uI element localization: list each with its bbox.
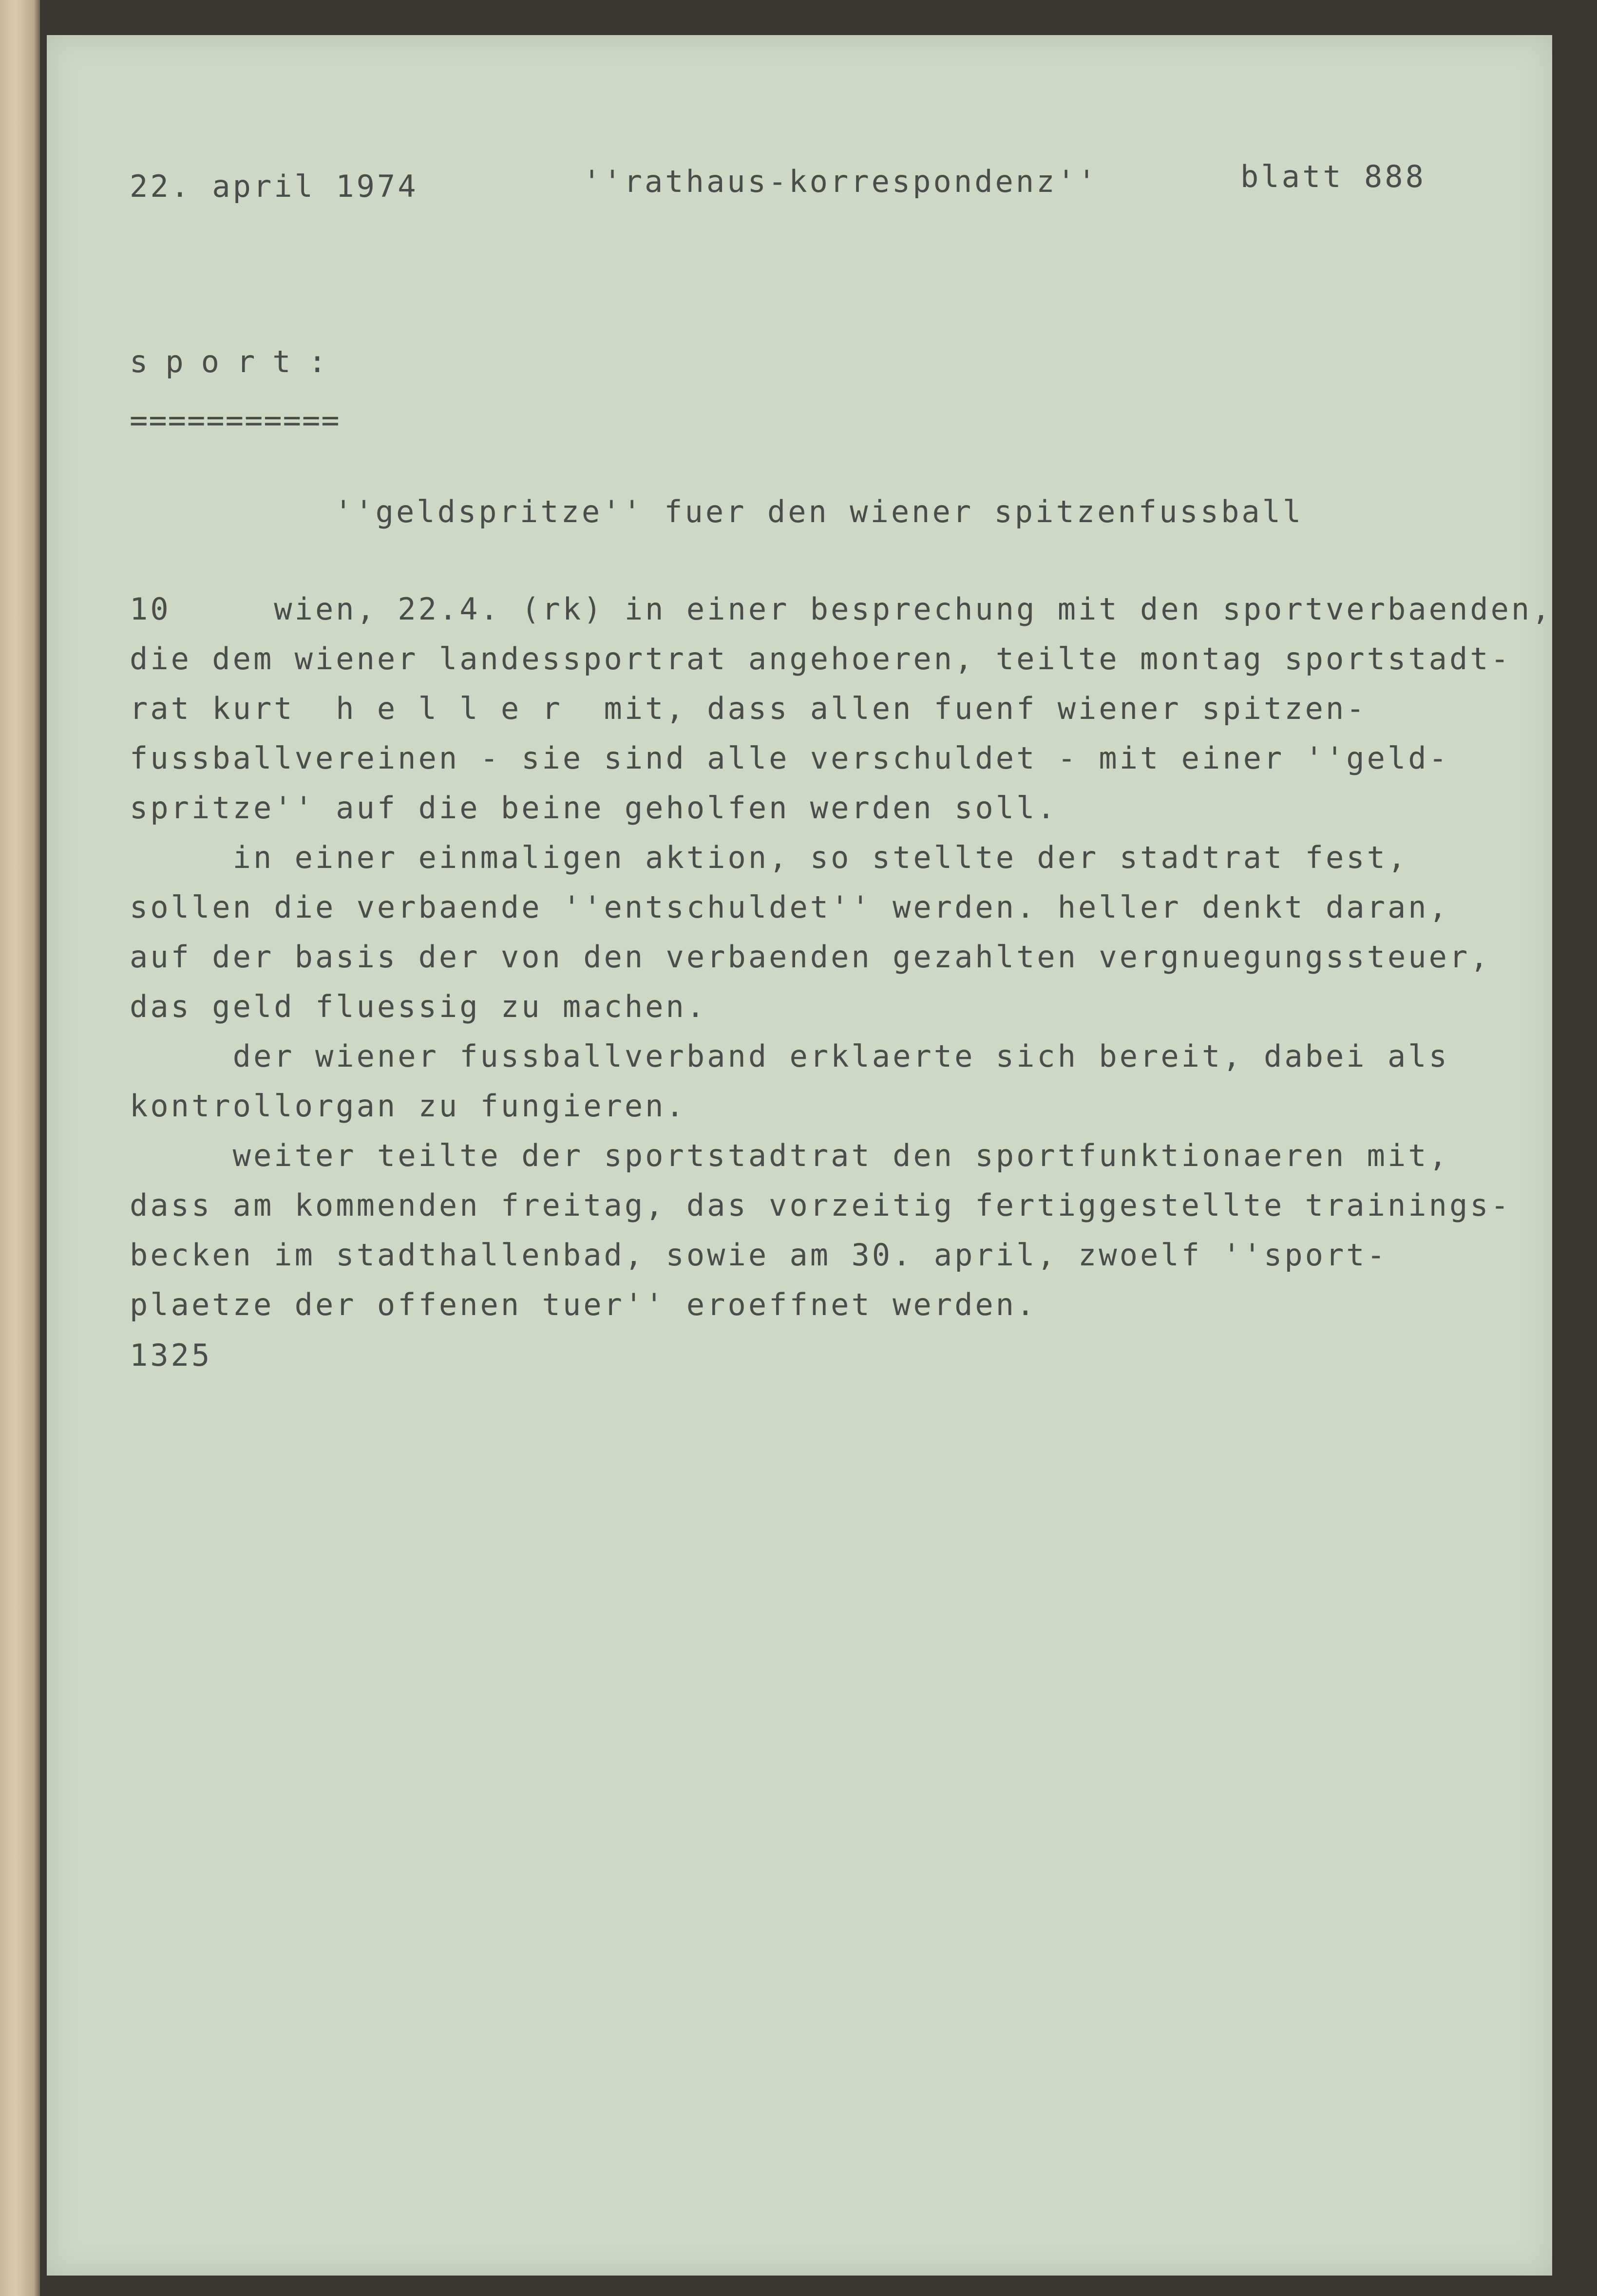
header-sheet-number: blatt 888 bbox=[1240, 159, 1426, 194]
article-line: rat kurt h e l l e r mit, dass allen fuenf wiener spitzen- bbox=[130, 691, 1367, 726]
article-line: in einer einmaligen aktion, so stellte der stadtrat fest, bbox=[130, 840, 1408, 875]
article-headline: ''geldspritze'' fuer den wiener spitzenfussball bbox=[334, 494, 1304, 529]
article-line: plaetze der offenen tuer'' eroeffnet werden. bbox=[130, 1287, 1037, 1322]
header-date: 22. april 1974 bbox=[130, 169, 418, 204]
article-line: die dem wiener landessportrat angehoeren, teilte montag sportstadt- bbox=[130, 641, 1511, 677]
section-title: sport: bbox=[130, 344, 344, 379]
article-line: 10 wien, 22.4. (rk) in einer besprechung mit den sportverbaenden, bbox=[130, 591, 1553, 627]
article-line: becken im stadthallenbad, sowie am 30. april, zwoelf ''sport- bbox=[130, 1237, 1388, 1273]
footer-code: 1325 bbox=[130, 1337, 212, 1373]
article-line: der wiener fussballverband erklaerte sich bereit, dabei als bbox=[130, 1038, 1449, 1074]
article-line: weiter teilte der sportstadtrat den sportfunktionaeren mit, bbox=[130, 1138, 1449, 1173]
header-publication: ''rathaus-korrespondenz'' bbox=[583, 164, 1099, 199]
article-line: sollen die verbaende ''entschuldet'' werden. heller denkt daran, bbox=[130, 889, 1449, 925]
article-line: das geld fluessig zu machen. bbox=[130, 989, 707, 1024]
article-line: fussballvereinen - sie sind alle verschuldet - mit einer ''geld- bbox=[130, 740, 1449, 776]
document-page bbox=[47, 35, 1552, 2276]
article-line: auf der basis der von den verbaenden gezahlten vergnuegungssteuer, bbox=[130, 939, 1491, 975]
article-line: kontrollorgan zu fungieren. bbox=[130, 1088, 686, 1124]
article-line: spritze'' auf die beine geholfen werden soll. bbox=[130, 790, 1058, 826]
article-line: dass am kommenden freitag, das vorzeitig fertiggestellte trainings- bbox=[130, 1187, 1511, 1223]
section-underline: =========== bbox=[130, 402, 341, 438]
adjacent-page-edge bbox=[0, 0, 40, 2296]
